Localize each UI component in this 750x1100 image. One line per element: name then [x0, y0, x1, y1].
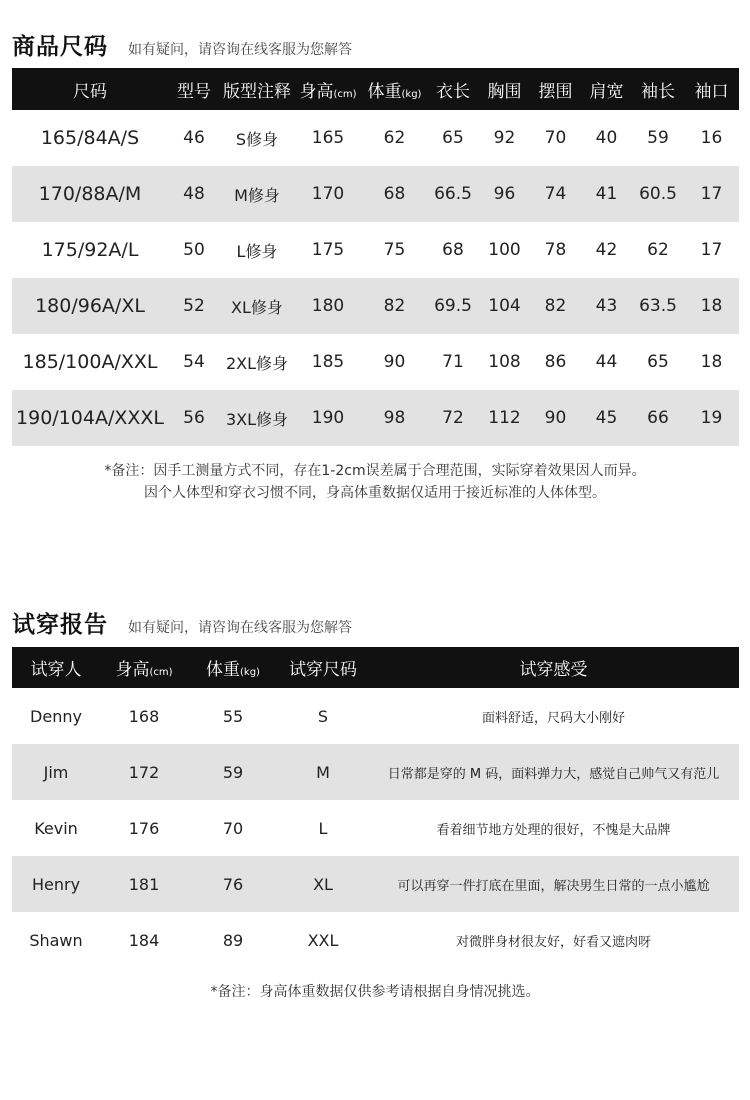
tryon-row — [12, 856, 739, 912]
size-chart-cell: 96 — [479, 166, 530, 222]
size-chart-cell: 69.5 — [427, 278, 479, 334]
size-chart-cell: 66 — [632, 390, 684, 446]
tryon-header-unit: (cm) — [149, 667, 173, 678]
tryon-cell: 76 — [188, 856, 278, 912]
size-chart-cell: 86 — [530, 334, 581, 390]
size-chart-header-label: 型号 — [177, 81, 211, 102]
tryon-cell: Kevin — [12, 800, 100, 856]
tryon-cell: 89 — [188, 912, 278, 968]
tryon-cell: 181 — [100, 856, 188, 912]
size-chart-cell: 18 — [684, 278, 739, 334]
size-chart-cell: 3XL修身 — [220, 390, 294, 446]
size-chart-header-label: 身高 — [299, 81, 334, 102]
size-chart-header-unit: (cm) — [333, 88, 357, 100]
size-chart-cell: 41 — [581, 166, 632, 222]
size-section-title: 商品尺码 — [12, 34, 108, 60]
tryon-header-label: 试穿感受 — [519, 660, 588, 680]
size-chart-cell: 175/92A/L — [12, 222, 168, 278]
tryon-header-cell — [12, 647, 100, 688]
tryon-cell: 176 — [100, 800, 188, 856]
size-chart-header-cell — [12, 68, 168, 110]
size-chart-cell: 60.5 — [632, 166, 684, 222]
size-chart-cell: 56 — [168, 390, 220, 446]
size-chart-header-label: 袖口 — [694, 81, 729, 102]
size-chart-cell: 48 — [168, 166, 220, 222]
size-chart-cell: 72 — [427, 390, 479, 446]
tryon-cell: 184 — [100, 912, 188, 968]
tryon-cell: 看着细节地方处理的很好，不愧是大品牌 — [368, 800, 739, 856]
size-chart-cell: 45 — [581, 390, 632, 446]
size-chart-cell: 74 — [530, 166, 581, 222]
size-chart-header-cell — [581, 68, 632, 110]
tryon-header-cell — [278, 647, 368, 688]
tryon-header-row — [12, 647, 739, 688]
size-chart-cell: 40 — [581, 110, 632, 166]
size-note — [0, 460, 750, 504]
size-chart-cell: 62 — [362, 110, 427, 166]
size-chart-row — [12, 222, 739, 278]
size-section-header — [12, 28, 352, 61]
size-chart-cell: 70 — [530, 110, 581, 166]
size-chart-cell: 170 — [294, 166, 362, 222]
tryon-header-unit: (kg) — [240, 667, 260, 678]
size-chart-cell: 17 — [684, 166, 739, 222]
tryon-cell: Jim — [12, 744, 100, 800]
size-chart-cell: 75 — [362, 222, 427, 278]
tryon-cell: XXL — [278, 912, 368, 968]
tryon-row — [12, 912, 739, 968]
tryon-header-label: 试穿尺码 — [289, 660, 357, 680]
size-chart-cell: 104 — [479, 278, 530, 334]
size-chart-header-cell — [479, 68, 530, 110]
size-chart-cell: 90 — [530, 390, 581, 446]
size-section-subtitle: 如有疑问，请咨询在线客服为您解答 — [128, 42, 352, 58]
tryon-cell: 59 — [188, 744, 278, 800]
tryon-cell: 70 — [188, 800, 278, 856]
size-chart-cell: 54 — [168, 334, 220, 390]
size-chart-cell: 46 — [168, 110, 220, 166]
size-chart-cell: 68 — [427, 222, 479, 278]
size-chart-cell: 65 — [427, 110, 479, 166]
size-chart-cell: 82 — [530, 278, 581, 334]
size-chart-cell: 50 — [168, 222, 220, 278]
size-chart-cell: 185 — [294, 334, 362, 390]
size-chart-cell: 165/84A/S — [12, 110, 168, 166]
tryon-cell: 172 — [100, 744, 188, 800]
size-chart-cell: XL修身 — [220, 278, 294, 334]
tryon-cell: Shawn — [12, 912, 100, 968]
size-chart-cell: 100 — [479, 222, 530, 278]
size-chart-cell: L修身 — [220, 222, 294, 278]
size-chart-cell: 180 — [294, 278, 362, 334]
size-chart-cell: 2XL修身 — [220, 334, 294, 390]
tryon-cell: Henry — [12, 856, 100, 912]
tryon-cell: 可以再穿一件打底在里面，解决男生日常的一点小尴尬 — [368, 856, 739, 912]
size-chart-cell: 62 — [632, 222, 684, 278]
size-chart-cell: 190 — [294, 390, 362, 446]
size-chart-header-label: 摆围 — [538, 81, 573, 102]
size-chart-cell: 185/100A/XXL — [12, 334, 168, 390]
size-chart-cell: 44 — [581, 334, 632, 390]
tryon-cell: 168 — [100, 688, 188, 744]
tryon-section-subtitle: 如有疑问，请咨询在线客服为您解答 — [128, 620, 352, 636]
size-chart-header-cell — [294, 68, 362, 110]
size-chart-cell: 68 — [362, 166, 427, 222]
size-chart-cell: 16 — [684, 110, 739, 166]
size-chart-cell: 65 — [632, 334, 684, 390]
tryon-cell: M — [278, 744, 368, 800]
size-chart-cell: 18 — [684, 334, 739, 390]
size-chart-cell: 42 — [581, 222, 632, 278]
tryon-cell: 面料舒适，尺码大小刚好 — [368, 688, 739, 744]
tryon-section-title: 试穿报告 — [12, 612, 108, 638]
size-chart-header-label: 袖长 — [641, 81, 675, 102]
size-chart-cell: 52 — [168, 278, 220, 334]
size-chart-row — [12, 166, 739, 222]
size-chart-cell: 19 — [684, 390, 739, 446]
tryon-header-cell — [100, 647, 188, 688]
size-chart-cell: 63.5 — [632, 278, 684, 334]
size-chart-cell: 190/104A/XXXL — [12, 390, 168, 446]
size-chart-cell: 17 — [684, 222, 739, 278]
size-chart-cell: 170/88A/M — [12, 166, 168, 222]
size-chart-row — [12, 390, 739, 446]
tryon-row — [12, 688, 739, 744]
tryon-cell: Denny — [12, 688, 100, 744]
size-chart-cell: 108 — [479, 334, 530, 390]
size-chart-cell: M修身 — [220, 166, 294, 222]
tryon-cell: S — [278, 688, 368, 744]
tryon-cell: 55 — [188, 688, 278, 744]
size-chart-header-label: 肩宽 — [589, 81, 624, 102]
size-note-line2: 因个人体型和穿衣习惯不同，身高体重数据仅适用于接近标准的人体体型。 — [144, 485, 606, 501]
size-chart-row — [12, 110, 739, 166]
tryon-cell: 对微胖身材很友好，好看又遮肉呀 — [368, 912, 739, 968]
tryon-row — [12, 744, 739, 800]
size-chart-cell: 92 — [479, 110, 530, 166]
size-chart-header-row — [12, 68, 739, 110]
size-chart-header-label: 版型注释 — [223, 81, 291, 102]
tryon-cell: 日常都是穿的 M 码，面料弹力大，感觉自己帅气又有范儿 — [368, 744, 739, 800]
size-chart-cell: 59 — [632, 110, 684, 166]
size-chart-header-cell — [632, 68, 684, 110]
size-chart-cell: 43 — [581, 278, 632, 334]
tryon-header-cell — [368, 647, 739, 688]
tryon-header-label: 体重 — [206, 660, 241, 680]
size-chart-header-cell — [168, 68, 220, 110]
size-chart-cell: 165 — [294, 110, 362, 166]
size-chart-header-unit: (kg) — [401, 88, 422, 100]
tryon-cell: L — [278, 800, 368, 856]
size-chart-header-cell — [530, 68, 581, 110]
size-chart-cell: S修身 — [220, 110, 294, 166]
size-chart-cell: 78 — [530, 222, 581, 278]
tryon-header-label: 身高 — [115, 660, 150, 680]
tryon-note: *备注：身高体重数据仅供参考请根据自身情况挑选。 — [210, 984, 540, 1000]
size-chart-cell: 71 — [427, 334, 479, 390]
size-chart-header-label: 尺码 — [73, 81, 107, 102]
size-chart-header-cell — [220, 68, 294, 110]
size-chart-header-cell — [427, 68, 479, 110]
size-chart-cell: 82 — [362, 278, 427, 334]
tryon-cell: XL — [278, 856, 368, 912]
tryon-section-header — [12, 606, 352, 639]
size-chart-row — [12, 278, 739, 334]
tryon-header-cell — [188, 647, 278, 688]
size-chart-row — [12, 334, 739, 390]
size-chart-header-label: 胸围 — [487, 81, 522, 102]
size-chart-cell: 180/96A/XL — [12, 278, 168, 334]
size-chart-header-cell — [362, 68, 427, 110]
size-chart-cell: 98 — [362, 390, 427, 446]
size-chart-header-cell — [684, 68, 739, 110]
size-chart-cell: 66.5 — [427, 166, 479, 222]
size-chart-table — [12, 68, 739, 446]
size-note-line1: *备注：因手工测量方式不同，存在1-2cm误差属于合理范围，实际穿着效果因人而异。 — [104, 463, 646, 479]
size-chart-cell: 112 — [479, 390, 530, 446]
tryon-header-label: 试穿人 — [30, 660, 82, 680]
size-chart-cell: 90 — [362, 334, 427, 390]
size-chart-header-label: 体重 — [367, 81, 402, 102]
tryon-row — [12, 800, 739, 856]
size-chart-cell: 175 — [294, 222, 362, 278]
tryon-report-table — [12, 647, 739, 968]
size-chart-header-label: 衣长 — [436, 81, 470, 102]
